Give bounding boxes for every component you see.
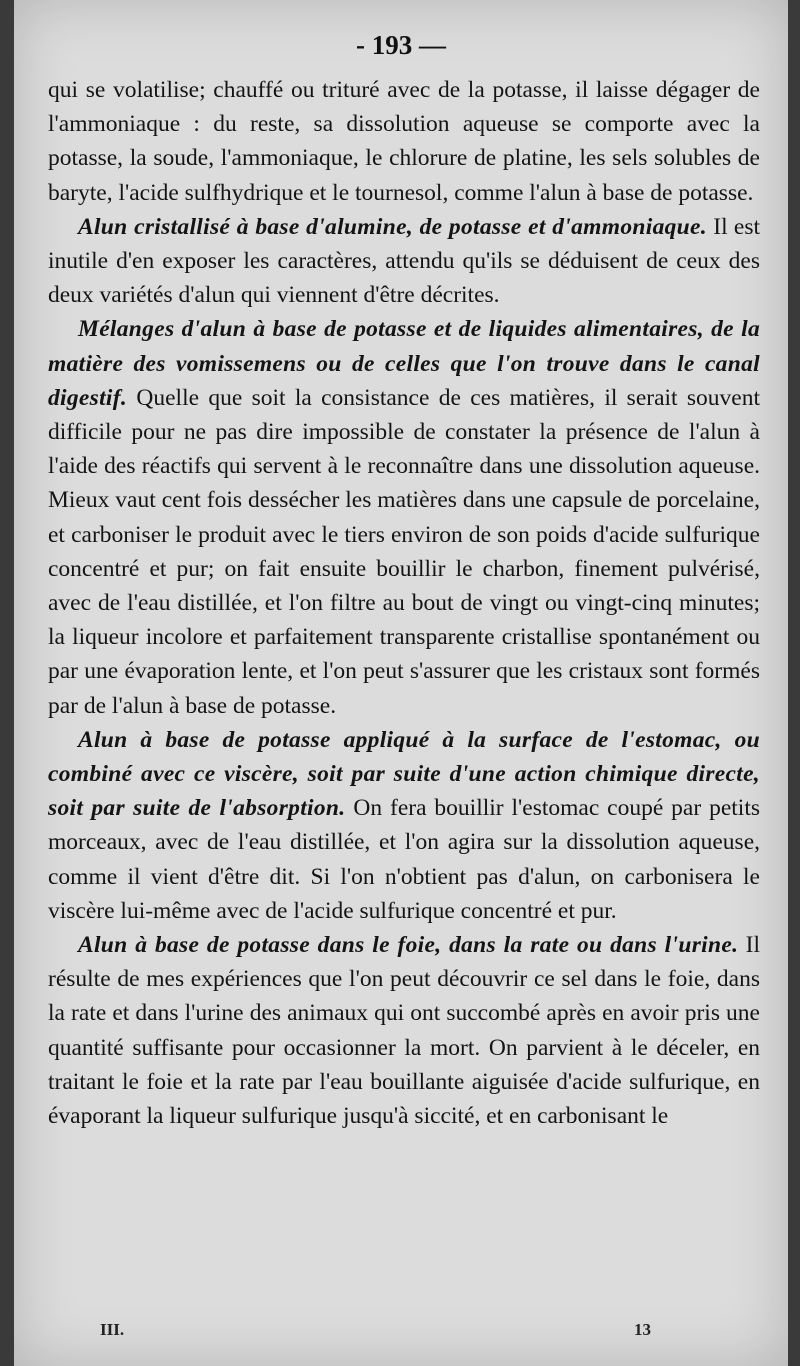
page-footer xyxy=(14,1320,788,1344)
paragraph-body: Il résulte de mes expériences que l'on peut découvrir ce sel dans le foie, dans la rate et dans l'urine des animaux qui ont succombé après en avoir pris une quantité suffisante pour occasionner la mort. On parvient à le déceler, en traitant le foie et la rate par l'eau bouillante aiguisée d'acide sulfurique, en évaporant la liqueur sulfurique jusqu'à siccité, et en carbonisant le xyxy=(48,932,761,1130)
paragraph-melanges xyxy=(48,312,760,722)
body-text xyxy=(48,73,760,1133)
page-header: - 193 — xyxy=(356,30,446,60)
paragraph-body: Il est inutile d'en exposer les caractères, attendu qu'ils se déduisent de ceux des deux variétés d'alun qui viennent d'être décrites. xyxy=(48,213,760,309)
paragraph-body: qui se volatilise; chauffé ou trituré avec de la potasse, il laisse dégager de l'ammoniaque : du reste, sa dissolution aqueuse se comporte avec la potasse, la soude, l'ammoniaque, le chlorure de platine, les sels solubles de baryte, l'acide sulfhydrique et le tournesol, comme l'alun à base de potasse. xyxy=(48,77,760,206)
paragraph-heading: Mélanges d'alun à base de potasse et de liquides alimentaires, de la matière des vomissemens ou de celles que l'on trouve dans le canal digestif. xyxy=(48,316,760,411)
paragraph-heading: Alun à base de potasse dans le foie, dans la rate ou dans l'urine. xyxy=(78,932,739,959)
paragraph-alun-ammoniaque xyxy=(48,210,760,313)
paragraph-continuation xyxy=(48,73,760,210)
paragraph-heading: Alun cristallisé à base d'alumine, de potasse et d'ammoniaque. xyxy=(78,213,707,240)
paragraph-heading: Alun à base de potasse appliqué à la surface de l'estomac, ou combiné avec ce viscère, soit par suite d'une action chimique directe, soit par suite de l'absorption. xyxy=(48,726,760,822)
paragraph-foie-rate-urine xyxy=(48,928,760,1133)
signature-mark: III. xyxy=(100,1320,125,1339)
paragraph-estomac xyxy=(48,723,760,928)
paragraph-body: On fera bouillir l'estomac coupé par petits morceaux, avec de l'eau distillée, et l'on agira sur la dissolution aqueuse, comme il vient d'être dit. Si l'on n'obtient pas d'alun, on carbonisera le viscère lui-même avec de l'acide sulfurique concentré et pur. xyxy=(48,795,760,924)
folio-number: 13 xyxy=(634,1320,651,1339)
paragraph-body: Quelle que soit la consistance de ces matières, il serait souvent difficile pour ne pas dire impossible de constater la présence de l'alun à l'aide des réactifs qui servent à le reconnaître dans une dissolution aqueuse. Mieux vaut cent fois dessécher les matières dans une capsule de porcelaine, et carboniser le produit avec le tiers environ de son poids d'acide sulfurique concentré et pur; on fait ensuite bouillir le charbon, finement pulvérisé, avec de l'eau distillée, et l'on filtre au bout de vingt ou vingt-cinq minutes; la liqueur incolore et parfaitement transparente cristallise spontanément ou par une évaporation lente, et l'on peut s'assurer que les cristaux sont formés par de l'alun à base de potasse. xyxy=(48,384,760,719)
book-page xyxy=(14,0,788,1366)
